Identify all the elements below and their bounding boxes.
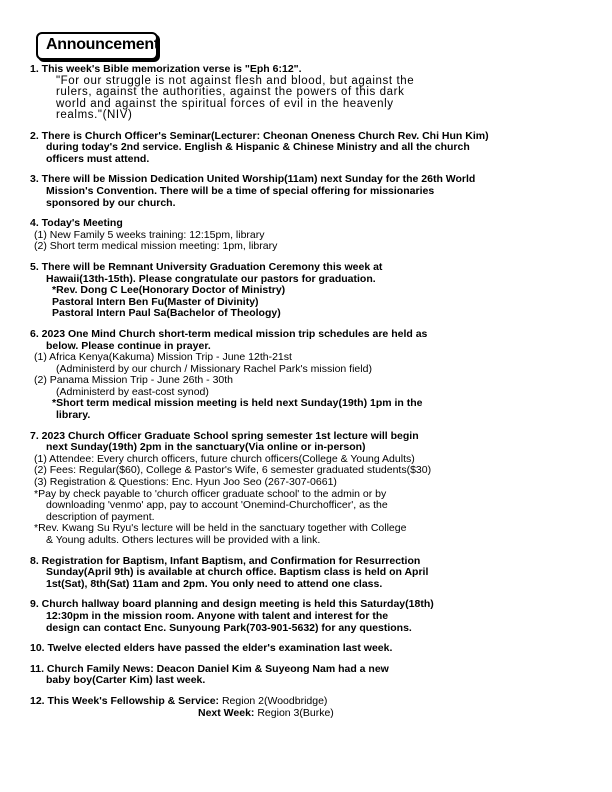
fellowship-next-label: Next Week: (198, 706, 255, 719)
announcement-item-6 (30, 329, 590, 422)
announcement-item-2 (30, 131, 590, 166)
item-8-line: 8. Registration for Baptism, Infant Baptism, and Confirmation for Resurrection (30, 554, 421, 567)
item-7-line: downloading 'venmo' app, pay to account 'Onemind-Churchofficer', as the (46, 499, 388, 512)
verse-line: "For our struggle is not against flesh and blood, but against the (56, 74, 415, 87)
announcement-item-7 (30, 431, 590, 547)
item-9-line: design can contact Enc. Sunyoung Park(703-901-5632) for any questions. (46, 621, 412, 634)
item-2-line: during today's 2nd service. English & Hispanic & Chinese Ministry and all the church (46, 141, 470, 154)
item-6-line: below. Please continue in prayer. (46, 339, 211, 352)
item-8-line: Sunday(April 9th) is available at church office. Baptism class is held on April (46, 566, 429, 579)
item-7-line: & Young adults. Others lectures will be provided with a link. (46, 534, 321, 546)
item-3-line: sponsored by our church. (46, 196, 176, 209)
item-10-line: 10. Twelve elected elders have passed the elder's examination last week. (30, 642, 393, 655)
item-6-line: (2) Panama Mission Trip - June 26th - 30th (34, 374, 234, 387)
item-9-line: 12:30pm in the mission room. Anyone with talent and interest for the (46, 609, 389, 622)
fellowship-label: 12. This Week's Fellowship & Service: (30, 694, 220, 707)
item-6-line: (Administerd by east-cost synod) (56, 385, 209, 398)
item-7-line: (3) Registration & Questions: Enc. Hyun Joo Seo (267-307-0661) (34, 476, 337, 489)
item-5-line: Hawaii(13th-15th). Please congratulate our pastors for graduation. (46, 272, 376, 285)
item-4-line: 4. Today's Meeting (30, 217, 123, 230)
item-7-line: *Rev. Kwang Su Ryu's lecture will be held in the sanctuary together with College (34, 522, 407, 535)
item-3-line: Mission's Convention. There will be a time of special offering for missionaries (46, 184, 435, 197)
item-5-line: *Rev. Dong C Lee(Honorary Doctor of Ministry) (52, 284, 286, 297)
item-6-line: (1) Africa Kenya(Kakuma) Mission Trip - June 12th-21st (34, 351, 292, 364)
item-5-line: 5. There will be Remnant University Graduation Ceremony this week at (30, 260, 383, 273)
fellowship-this-week: Region 2(Woodbridge) (221, 694, 328, 707)
announcement-item-9 (30, 599, 590, 634)
announcement-item-4 (30, 218, 590, 253)
item-1-line: 1. This week's Bible memorization verse is "Eph 6:12". (30, 63, 302, 75)
announcement-title-box (36, 32, 158, 60)
announcement-item-1 (30, 64, 590, 122)
item-6-line: library. (56, 409, 91, 422)
item-5-line: Pastoral Intern Ben Fu(Master of Divinity) (52, 295, 259, 308)
item-6-line: (Administerd by our church / Missionary Rachel Park's mission field) (56, 362, 372, 375)
announcement-item-8 (30, 556, 590, 591)
announcement-item-3 (30, 174, 590, 209)
item-7-line: description of payment. (46, 510, 155, 523)
item-8-line: 1st(Sat), 8th(Sat) 11am and 2pm. You only need to attend one class. (46, 577, 383, 590)
announcement-list (30, 64, 590, 728)
announcement-item-5 (30, 262, 590, 320)
item-6-line: *Short term medical mission meeting is held next Sunday(19th) 1pm in the (52, 397, 423, 410)
item-7-line: 7. 2023 Church Officer Graduate School spring semester 1st lecture will begin (30, 429, 419, 442)
item-4-line: (1) New Family 5 weeks training: 12:15pm, library (34, 228, 265, 241)
announcement-item-11 (30, 664, 590, 687)
item-7-line: *Pay by check payable to 'church officer graduate school' to the admin or by (34, 487, 387, 500)
item-5-line: Pastoral Intern Paul Sa(Bachelor of Theology) (52, 307, 281, 320)
item-6-line: 6. 2023 One Mind Church short-term medical mission trip schedules are held as (30, 327, 428, 340)
item-2-line: 2. There is Church Officer's Seminar(Lecturer: Cheonan Oneness Church Rev. Chi Hun Kim) (30, 129, 489, 142)
item-3-line: 3. There will be Mission Dedication United Worship(11am) next Sunday for the 26th World (30, 173, 476, 186)
verse-line: rulers, against the authorities, against the powers of this dark (56, 86, 405, 99)
item-11-line: baby boy(Carter Kim) last week. (46, 674, 206, 687)
item-7-line: next Sunday(19th) 2pm in the sanctuary(Via online or in-person) (46, 441, 366, 454)
announcement-item-10 (30, 643, 590, 655)
item-7-line: (1) Attendee: Every church officers, future church officers(College & Young Adults) (34, 452, 415, 465)
page-title: Announcement (46, 36, 159, 53)
verse-line: realms."(NIV) (56, 109, 133, 122)
fellowship-next-week: Region 3(Burke) (257, 706, 334, 719)
item-2-line: officers must attend. (46, 152, 150, 165)
item-9-line: 9. Church hallway board planning and design meeting is held this Saturday(18th) (30, 598, 434, 611)
item-4-line: (2) Short term medical mission meeting: 1pm, library (34, 240, 278, 253)
item-11-line: 11. Church Family News: Deacon Daniel Kim & Suyeong Nam had a new (30, 662, 389, 675)
announcement-item-12 (30, 696, 590, 719)
verse-line: world and against the spiritual forces of evil in the heavenly (56, 97, 394, 110)
item-7-line: (2) Fees: Regular($60), College & Pastor's Wife, 6 semester graduated students($30) (34, 464, 432, 477)
